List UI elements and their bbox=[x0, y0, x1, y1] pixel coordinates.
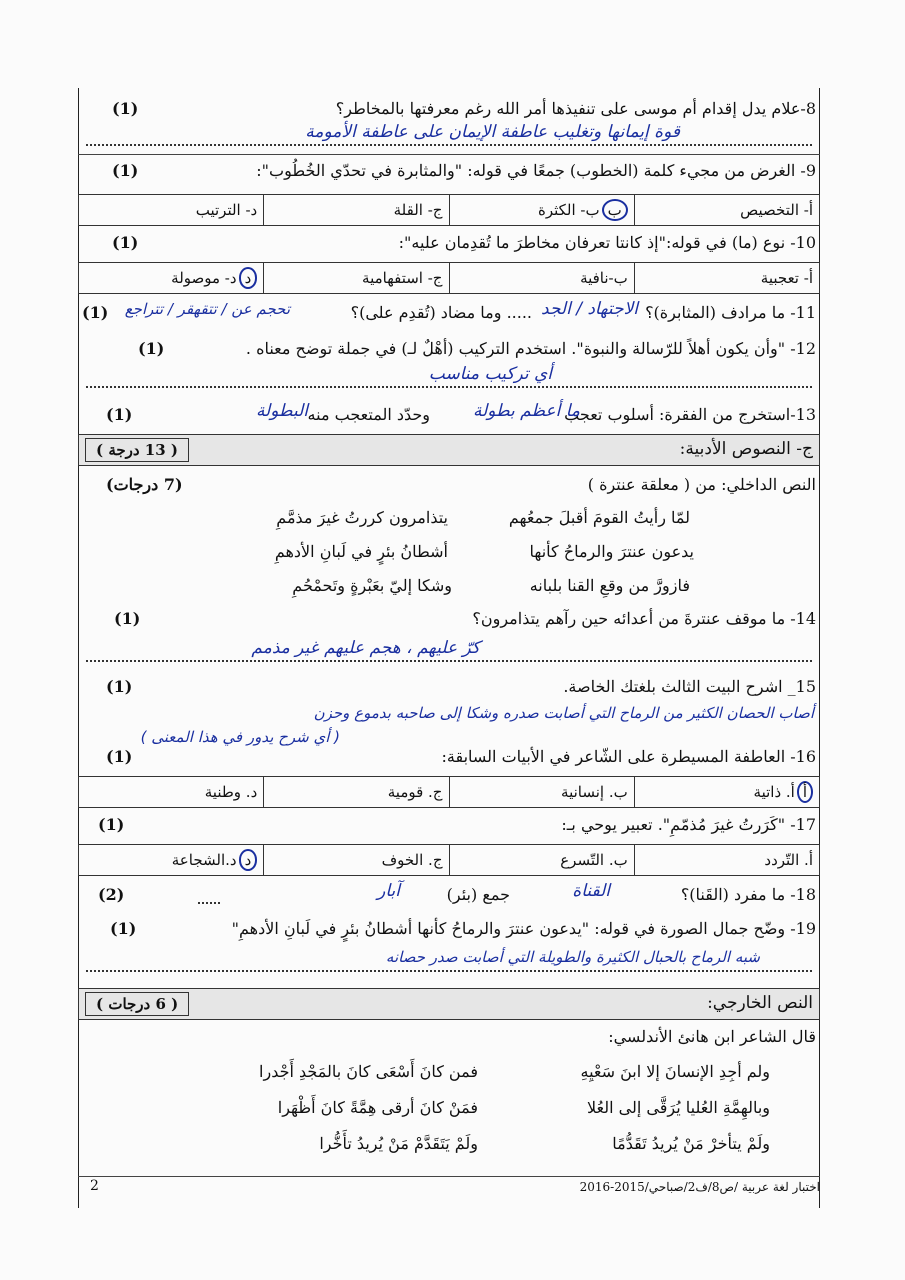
outer-text-header bbox=[78, 988, 820, 1020]
question-8-text: 8-علام يدل إقدام أم موسى على تنفيذها أمر الله رغم معرفتها بالمخاطر؟ bbox=[335, 99, 816, 118]
option-b[interactable] bbox=[449, 777, 634, 807]
option-label: د- موصولة bbox=[171, 269, 237, 287]
option-label: د- الترتيب bbox=[195, 201, 258, 219]
outer-verse-1-left: فمن كانَ أَسْعَى كانَ بالمَجْدِ أَجْدرا bbox=[259, 1062, 478, 1081]
verse-1-left: يتذامرون كررتُ غيرَ مذمَّمِ bbox=[276, 508, 448, 527]
option-label: ج- استفهامية bbox=[362, 269, 443, 287]
outer-verse-3-left: ولَمْ يَتَقَدَّمْ مَنْ يُريدُ تأَخُّرا bbox=[319, 1134, 478, 1153]
question-13-mark: (1) bbox=[106, 405, 133, 424]
answer-line bbox=[86, 970, 812, 972]
answer-11b: تحجم عن / تتقهقر / تتراجع bbox=[124, 300, 290, 318]
outer-intro-text: قال الشاعر ابن هانئ الأندلسي: bbox=[608, 1027, 816, 1046]
question-19-text: 19- وضّح جمال الصورة في قوله: "يدعون عنترَ والرماحُ كأنها أشطانُ بئرٍ في لَبانِ الأدهمِ" bbox=[231, 919, 816, 938]
option-label: د.الشجاعة bbox=[171, 851, 237, 869]
option-label: ب-نافية bbox=[580, 269, 628, 287]
verse-1-right: لمّا رأيتُ القومَ أقبلَ جمعُهم bbox=[508, 508, 690, 527]
inner-text-mark: (7 درجات) bbox=[106, 475, 183, 494]
question-11-mark: (1) bbox=[82, 303, 109, 322]
option-a[interactable] bbox=[634, 845, 819, 875]
option-a[interactable] bbox=[634, 263, 819, 293]
question-19-mark: (1) bbox=[110, 919, 137, 938]
question-10-mark: (1) bbox=[112, 233, 139, 252]
divider bbox=[78, 154, 820, 155]
verse-3-left: وشكا إليّ بعَبْرةٍ وتَحمْحُمِ bbox=[292, 576, 452, 595]
question-11-mid: ..... وما مضاد (تُقدِم على)؟ bbox=[350, 303, 532, 322]
question-10-options bbox=[78, 262, 820, 294]
right-border bbox=[819, 88, 820, 1208]
option-label: أ- التخصيص bbox=[740, 201, 813, 219]
question-13-mid: وحدّد المتعجب منه bbox=[307, 405, 430, 424]
question-9-mark: (1) bbox=[112, 161, 139, 180]
question-9-text: 9- الغرض من مجيء كلمة (الخطوب) جمعًا في قوله: "والمثابرة في تحدّي الخُطُوب": bbox=[256, 161, 816, 180]
question-9-options bbox=[78, 194, 820, 226]
answer-15-note: ( أي شرح يدور في هذا المعنى ) bbox=[140, 728, 340, 746]
question-17-text: 17- "كَرَرتُ غيرَ مُذمّمِ". تعبير يوحي بـ: bbox=[561, 815, 816, 834]
question-18-text: 18- ما مفرد (القَنا)؟ bbox=[680, 885, 816, 904]
option-a[interactable] bbox=[634, 777, 819, 807]
section-title: ج- النصوص الأدبية: bbox=[679, 439, 813, 459]
option-label: ب- الكثرة bbox=[537, 201, 600, 219]
answer-18a: القناة bbox=[572, 881, 610, 901]
question-11-text: 11- ما مرادف (المثابرة)؟ bbox=[645, 303, 816, 322]
section-title: النص الخارجي: bbox=[707, 993, 813, 1013]
option-d[interactable] bbox=[79, 777, 263, 807]
question-16-mark: (1) bbox=[106, 747, 133, 766]
option-c[interactable] bbox=[263, 777, 448, 807]
answer-line bbox=[198, 902, 220, 904]
exam-page bbox=[78, 88, 820, 1208]
option-d[interactable] bbox=[79, 195, 263, 225]
footer-text: اختبار لغة عربية /ص8/ف2/صباحي/2015-2016 bbox=[579, 1180, 820, 1194]
question-18-mark: (2) bbox=[98, 885, 125, 904]
answer-8: قوة إيمانها وتغليب عاطفة الإيمان على عاطفة الأمومة bbox=[305, 122, 680, 142]
answer-line bbox=[86, 386, 812, 388]
answer-line bbox=[86, 660, 812, 662]
answer-14: كرّ عليهم ، هجم عليهم غير مذمم bbox=[251, 638, 480, 658]
option-c[interactable] bbox=[263, 263, 448, 293]
option-d[interactable] bbox=[79, 263, 263, 293]
option-label: ب. إنسانية bbox=[561, 783, 628, 801]
answer-11a: الاجتهاد / الجد bbox=[541, 299, 638, 319]
question-12-mark: (1) bbox=[138, 339, 165, 358]
option-label: ب. التّسرع bbox=[560, 851, 628, 869]
question-14-mark: (1) bbox=[114, 609, 141, 628]
question-8-mark: (1) bbox=[112, 99, 139, 118]
option-a[interactable] bbox=[634, 195, 819, 225]
question-15-mark: (1) bbox=[106, 677, 133, 696]
section-badge: ( 6 درجات ) bbox=[85, 992, 189, 1016]
question-17-options bbox=[78, 844, 820, 876]
question-14-text: 14- ما موقف عنترةَ من أعدائه حين رآهم يتذامرون؟ bbox=[472, 609, 816, 628]
answer-19: شبه الرماح بالحبال الكثيرة والطويلة التي أصابت صدر حصانه bbox=[385, 948, 760, 966]
answer-18b: آبار bbox=[377, 881, 400, 901]
answer-13b: البطولة bbox=[255, 401, 308, 421]
verse-2-right: يدعون عنترَ والرماحُ كأنها bbox=[529, 542, 694, 561]
verse-2-left: أشطانُ بئرٍ في لَبانِ الأدهمِ bbox=[274, 542, 448, 561]
option-label: أ- تعجبية bbox=[760, 269, 813, 287]
option-b[interactable] bbox=[449, 263, 634, 293]
answer-12: أي تركيب مناسب bbox=[428, 364, 552, 384]
question-17-mark: (1) bbox=[98, 815, 125, 834]
option-d[interactable] bbox=[79, 845, 263, 875]
option-label: أ. ذاتية bbox=[753, 783, 795, 801]
question-13-text: 13-استخرج من الفقرة: أسلوب تعجب bbox=[564, 405, 816, 424]
question-16-options bbox=[78, 776, 820, 808]
option-label: ج. الخوف bbox=[381, 851, 443, 869]
page-number: 2 bbox=[90, 1178, 99, 1194]
answer-15: أصاب الحصان الكثير من الرماح التي أصابت صدره وشكا إلى صاحبه بدموع وحزن bbox=[313, 704, 814, 722]
circle-mark: ب bbox=[602, 199, 628, 221]
outer-verse-3-right: ولَمْ يتأخرْ مَنْ يُريدُ تَقَدُّمًا bbox=[612, 1134, 770, 1153]
answer-line bbox=[86, 144, 812, 146]
option-label: أ. التّردد bbox=[764, 851, 813, 869]
section-badge: ( 13 درجة ) bbox=[85, 438, 189, 462]
answer-13a: ما أعظم بطولة bbox=[473, 401, 580, 421]
option-b[interactable] bbox=[449, 195, 634, 225]
circle-mark: د bbox=[239, 267, 258, 289]
inner-text-title: النص الداخلي: من ( معلقة عنترة ) bbox=[587, 475, 816, 494]
verse-3-right: فازورَّ من وقعِ القنا بلبانه bbox=[529, 576, 690, 595]
option-c[interactable] bbox=[263, 845, 448, 875]
question-16-text: 16- العاطفة المسيطرة على الشّاعر في الأبيات السابقة: bbox=[441, 747, 816, 766]
circle-mark: د bbox=[239, 849, 258, 871]
question-10-text: 10- نوع (ما) في قوله:"إذ كانتا تعرفان مخاطرَ ما تُقدِمان عليه": bbox=[398, 233, 816, 252]
outer-verse-2-right: وبالهِمَّةِ العُليا يُرَقَّى إلى العُلا bbox=[586, 1098, 770, 1117]
question-18-mid: جمع (بئر) bbox=[446, 885, 510, 904]
outer-verse-1-right: ولم أجِدِ الإنسانَ إلا ابنَ سَعْيِهِ bbox=[580, 1062, 770, 1081]
option-b[interactable] bbox=[449, 845, 634, 875]
left-border bbox=[78, 88, 79, 1208]
option-label: د. وطنية bbox=[204, 783, 258, 801]
question-12-text: 12- "وأن يكون أهلاً للرّسالة والنبوة". استخدم التركيب (أهْلٌ لـ) في جملة توضح معناه . bbox=[245, 339, 816, 358]
question-15-text: 15_ اشرح البيت الثالث بلغتك الخاصة. bbox=[563, 677, 816, 696]
option-label: ج- القلة bbox=[393, 201, 443, 219]
outer-verse-2-left: فمَنْ كانَ أرقى هِمَّةً كانَ أَظْهَرا bbox=[277, 1098, 478, 1117]
circle-mark: أ bbox=[797, 781, 813, 803]
option-c[interactable] bbox=[263, 195, 448, 225]
option-label: ج. قومية bbox=[387, 783, 443, 801]
section-c-header bbox=[78, 434, 820, 466]
